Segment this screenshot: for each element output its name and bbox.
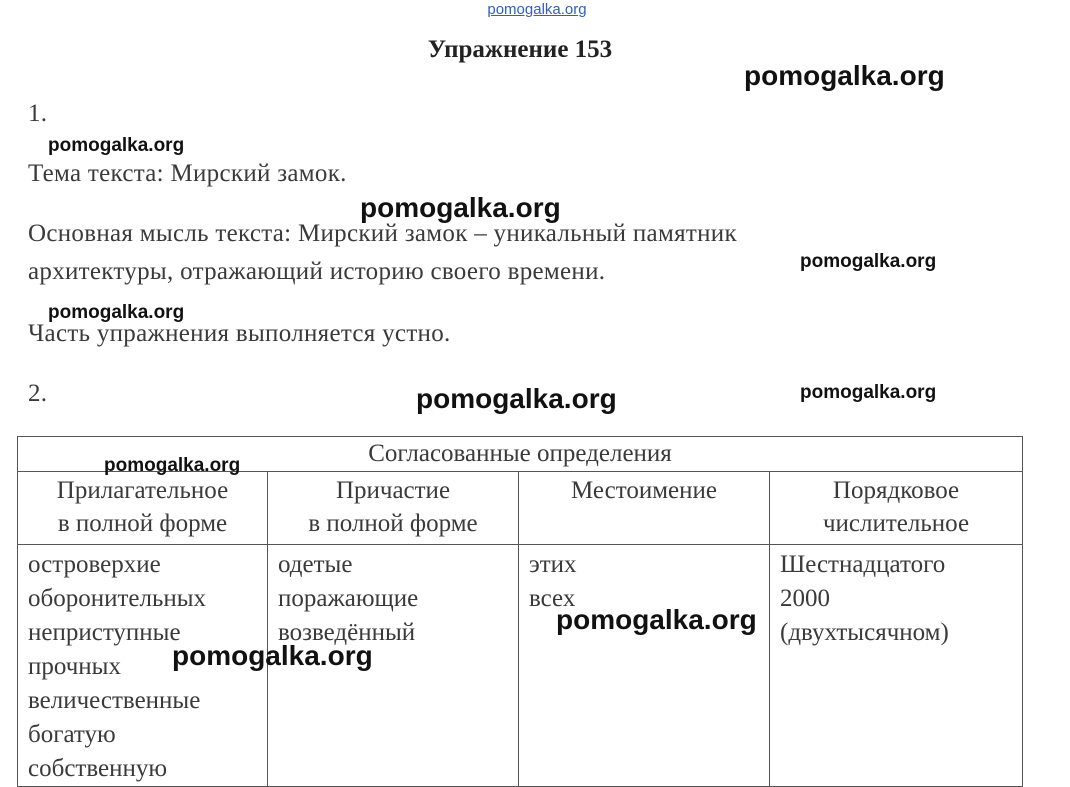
table-header: Согласованные определения [18, 437, 1023, 472]
watermark: pomogalka.org [360, 192, 561, 223]
list-item: (двухтысячном) [780, 619, 949, 646]
watermark: pomogalka.org [744, 60, 945, 91]
list-item: величественные [28, 687, 201, 714]
list-item: собственную [28, 755, 168, 782]
list-item: островерхие [28, 551, 161, 578]
section-number-2: 2. [28, 380, 48, 407]
list-item: Шестнадцатого [780, 551, 946, 578]
watermark: pomogalka.org [172, 640, 373, 671]
watermark: pomogalka.org [48, 135, 185, 156]
column-header-participle: Причастие в полной форме [268, 472, 519, 545]
list-item: неприступные [28, 619, 181, 646]
list-item: одетые [278, 551, 353, 578]
list-item: поражающие [278, 585, 419, 612]
definitions-table [17, 436, 1023, 787]
source-link[interactable]: pomogalka.org [487, 1, 587, 18]
page-title: Упражнение 153 [427, 36, 613, 63]
list-item: оборонительных [28, 585, 207, 612]
watermark: pomogalka.org [800, 251, 937, 272]
text-main-idea-line2: архитектуры, отражающий историю своего времени. [28, 258, 606, 285]
list-item: возведённый [278, 619, 416, 646]
column-header-ordinal: Порядковое числительное [770, 472, 1023, 545]
list-item: прочных [28, 653, 121, 680]
watermark: pomogalka.org [800, 382, 937, 403]
cell-pronouns [519, 545, 770, 787]
section-number-1: 1. [28, 100, 48, 127]
watermark: pomogalka.org [48, 302, 185, 323]
list-item: 2000 [780, 585, 830, 612]
text-theme: Тема текста: Мирский замок. [28, 160, 347, 187]
text-oral-note: Часть упражнения выполняется устно. [28, 320, 451, 347]
watermark: pomogalka.org [416, 383, 617, 414]
watermark: pomogalka.org [104, 455, 241, 476]
watermark: pomogalka.org [556, 604, 757, 635]
text-main-idea-line1: Основная мысль текста: Мирский замок – уникальный памятник [28, 220, 737, 247]
list-item: этих [529, 551, 577, 578]
cell-ordinals [770, 545, 1023, 787]
list-item: всех [529, 585, 576, 612]
column-header-adjective: Прилагательное в полной форме [18, 472, 268, 545]
list-item: богатую [28, 721, 116, 748]
column-header-pronoun: Местоимение [519, 472, 770, 545]
table-row [18, 545, 1023, 787]
